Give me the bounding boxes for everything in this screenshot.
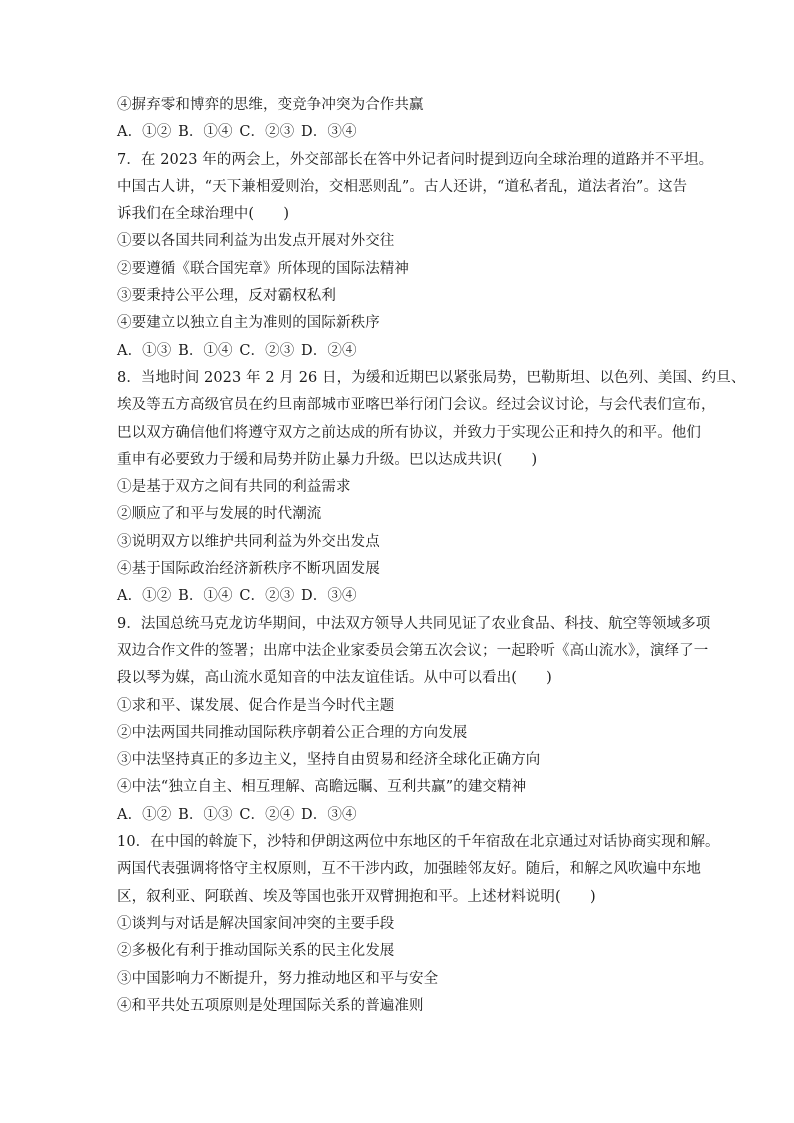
q10-option-1: ①谈判与对话是解决国家间冲突的主要手段 <box>117 915 395 932</box>
q10-option-4: ④和平共处五项原则是处理国际关系的普遍准则 <box>117 997 424 1014</box>
q7-stem-line-3: 诉我们在全球治理中( ) <box>117 206 290 223</box>
q8-option-2: ②顺应了和平与发展的时代潮流 <box>117 506 322 523</box>
q6-answer-choices: A．①② B．①④ C．②③ D．③④ <box>117 124 357 141</box>
q8-option-4: ④基于国际政治经济新秩序不断巩固发展 <box>117 561 380 578</box>
q9-stem-line-1: 9．法国总统马克龙访华期间，中法双方领导人共同见证了农业食品、科技、航空等领域多项 <box>117 615 711 632</box>
q7-option-4: ④要建立以独立自主为准则的国际新秩序 <box>117 315 380 332</box>
q7-option-2: ②要遵循《联合国宪章》所体现的国际法精神 <box>117 260 409 277</box>
q9-answer-choices: A．①② B．①③ C．②④ D．③④ <box>117 806 357 823</box>
q7-answer-choices: A．①③ B．①④ C．②③ D．②④ <box>117 342 357 359</box>
q7-option-1: ①要以各国共同利益为出发点开展对外交往 <box>117 233 395 250</box>
q6-option-4: ④摒弃零和博弈的思维，变竞争冲突为合作共赢 <box>117 97 424 113</box>
exam-page <box>117 92 746 1020</box>
q9-stem-line-3: 段以琴为媒，高山流水觅知音的中法友谊佳话。从中可以看出( ) <box>117 670 552 687</box>
q8-answer-choices: A．①② B．①④ C．②③ D．③④ <box>117 588 357 605</box>
q10-stem-line-1: 10．在中国的斡旋下，沙特和伊朗这两位中东地区的千年宿敌在北京通过对话协商实现和解。 <box>117 834 720 851</box>
q7-stem-line-2: 中国古人讲，“天下兼相爱则治，交相恶则乱”。古人还讲，“道私者乱，道法者治”。这告 <box>117 178 688 195</box>
q10-option-2: ②多极化有利于推动国际关系的民主化发展 <box>117 943 395 960</box>
q7-stem-line-1: 7．在 2023 年的两会上，外交部部长在答中外记者问时提到迈向全球治理的道路并不平坦。 <box>117 151 714 168</box>
q8-stem-line-4: 重申有必要致力于缓和局势并防止暴力升级。巴以达成共识( ) <box>117 451 538 468</box>
q9-option-3: ③中法坚持真正的多边主义，坚持自由贸易和经济全球化正确方向 <box>117 752 541 769</box>
q10-stem-line-2: 两国代表强调将恪守主权原则，互不干涉内政，加强睦邻友好。随后，和解之风吹遍中东地 <box>117 861 701 878</box>
q9-option-2: ②中法两国共同推动国际秩序朝着公正合理的方向发展 <box>117 724 468 741</box>
q7-option-3: ③要秉持公平公理，反对霸权私利 <box>117 288 336 305</box>
q10-stem-line-3: 区，叙利亚、阿联酋、埃及等国也张开双臂拥抱和平。上述材料说明( ) <box>117 888 596 905</box>
q9-option-1: ①求和平、谋发展、促合作是当今时代主题 <box>117 697 395 714</box>
q8-stem-line-3: 巴以双方确信他们将遵守双方之前达成的所有协议，并致力于实现公正和持久的和平。他们 <box>117 424 701 441</box>
q8-option-3: ③说明双方以维护共同利益为外交出发点 <box>117 533 380 550</box>
q8-option-1: ①是基于双方之间有共同的利益需求 <box>117 479 351 496</box>
q10-option-3: ③中国影响力不断提升，努力推动地区和平与安全 <box>117 970 439 987</box>
q8-stem-line-2: 埃及等五方高级官员在约旦南部城市亚喀巴举行闭门会议。经过会议讨论，与会代表们宣布， <box>117 397 716 414</box>
q9-stem-line-2: 双边合作文件的签署；出席中法企业家委员会第五次会议；一起聆听《高山流水》，演绎了一 <box>117 642 709 659</box>
q8-stem-line-1: 8．当地时间 2023 年 2 月 26 日，为缓和近期巴以紧张局势，巴勒斯坦、以色列、美国、约旦、 <box>117 369 746 386</box>
q9-option-4: ④中法“独立自主、相互理解、高瞻远瞩、互利共赢”的建交精神 <box>117 779 527 796</box>
